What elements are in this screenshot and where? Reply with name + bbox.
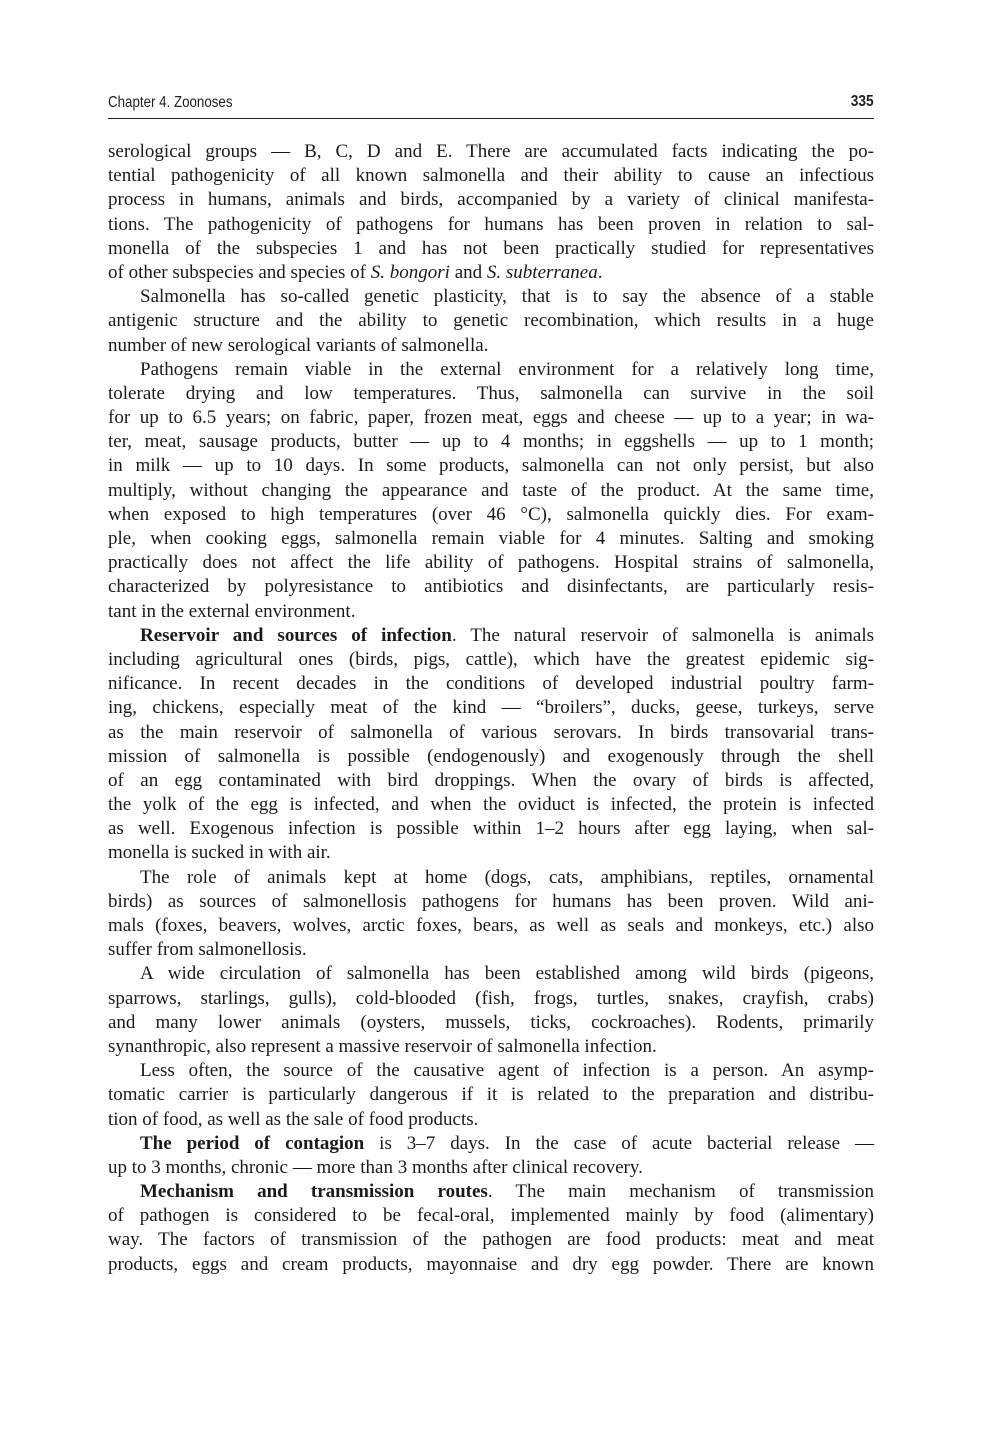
text-line: synanthropic, also represent a massive reservoir of salmonella infection.: [108, 1035, 657, 1057]
section-heading-contagion: The period of contagion: [140, 1132, 365, 1154]
text-line: The role of animals kept at home (dogs, cats, amphibians, reptiles, ornamental: [140, 866, 874, 888]
text-line: for up to 6.5 years; on fabric, paper, frozen meat, eggs and cheese — up to a year; in wa-: [108, 407, 874, 429]
paragraph-transmission: [108, 1180, 874, 1277]
text-line: practically does not affect the life ability of pathogens. Hospital strains of salmonella,: [108, 552, 874, 574]
text-line: ing, chickens, especially meat of the kind — “broilers”, ducks, geese, turkeys, serve: [108, 697, 874, 719]
body-text: [108, 140, 874, 1277]
text-line: of other subspecies and species of S. bongori and S. subterranea.: [108, 261, 603, 283]
text-line: antigenic structure and the ability to genetic recombination, which results in a huge: [108, 310, 874, 332]
paragraph-viability: [108, 358, 874, 624]
text-line: multiply, without changing the appearance and taste of the product. At the same time,: [108, 479, 874, 501]
species-name: S. subterranea: [486, 261, 598, 283]
text-line: Pathogens remain viable in the external environment for a relatively long time,: [140, 358, 874, 380]
text-line: the yolk of the egg is infected, and when the oviduct is infected, the protein is infected: [108, 794, 874, 816]
page-number: 335: [851, 93, 874, 110]
text-line: of an egg contaminated with bird droppings. When the ovary of birds is affected,: [108, 769, 874, 791]
section-heading-transmission: Mechanism and transmission routes: [140, 1181, 488, 1203]
text-line: mals (foxes, beavers, wolves, arctic foxes, bears, as well as seals and monkeys, etc.) also: [108, 915, 874, 936]
text-line: sparrows, starlings, gulls), cold-blooded (fish, frogs, turtles, snakes, crayfish, crabs): [108, 987, 874, 1009]
text-line: process in humans, animals and birds, accompanied by a variety of clinical manifesta-: [108, 189, 874, 211]
text-line: in milk — up to 10 days. In some products, salmonella can not only persist, but also: [108, 455, 874, 477]
text-line: tions. The pathogenicity of pathogens for humans has been proven in relation to sal-: [108, 213, 874, 235]
running-head: Chapter 4. Zoonoses: [108, 94, 233, 111]
text-line: birds) as sources of salmonellosis pathogens for humans has been proven. Wild ani-: [108, 890, 874, 912]
text-line: Reservoir and sources of infection. The natural reservoir of salmonella is animals: [140, 624, 874, 646]
text-line: including agricultural ones (birds, pigs, cattle), which have the greatest epidemic sig-: [108, 648, 874, 670]
section-heading-reservoir: Reservoir and sources of infection: [140, 624, 452, 646]
species-name: S. bongori: [370, 261, 450, 283]
text-line: characterized by polyresistance to antibiotics and disinfectants, are particularly resis-: [108, 576, 874, 598]
text-line: as the main reservoir of salmonella of various serovars. In birds transovarial trans-: [108, 721, 874, 743]
text-line: products, eggs and cream products, mayonnaise and dry egg powder. There are known: [108, 1253, 874, 1275]
paragraph-wild-birds: [108, 962, 874, 1059]
text-line: tolerate drying and low temperatures. Thus, salmonella can survive in the soil: [108, 382, 874, 404]
text-line: suffer from salmonellosis.: [108, 939, 307, 961]
text-line: serological groups — B, C, D and E. There are accumulated facts indicating the po-: [108, 141, 874, 162]
text-line: Mechanism and transmission routes. The main mechanism of transmission: [140, 1181, 874, 1203]
text-line: Salmonella has so-called genetic plasticity, that is to say the absence of a stable: [140, 286, 874, 308]
text-line: monella of the subspecies 1 and has not been practically studied for representatives: [108, 237, 874, 259]
paragraph-serological-groups: [108, 140, 874, 285]
page-header: [108, 92, 874, 119]
text-line: tential pathogenicity of all known salmonella and their ability to cause an infectious: [108, 165, 874, 187]
text-line: tomatic carrier is particularly dangerous if it is related to the preparation and distribu-: [108, 1084, 874, 1106]
text-line: up to 3 months, chronic — more than 3 months after clinical recovery.: [108, 1156, 643, 1178]
text-line: mission of salmonella is possible (endogenously) and exogenously through the shell: [108, 745, 874, 767]
paragraph-domestic-animals: [108, 866, 874, 963]
text-line: of pathogen is considered to be fecal-oral, implemented mainly by food (alimentary): [108, 1205, 874, 1227]
paragraph-contagion-period: [108, 1132, 874, 1180]
text-line: number of new serological variants of salmonella.: [108, 334, 489, 356]
paragraph-human-source: [108, 1059, 874, 1132]
text-line: when exposed to high temperatures (over 46 °C), salmonella quickly dies. For exam-: [108, 503, 874, 525]
text-line: tant in the external environment.: [108, 600, 356, 622]
text-line: nificance. In recent decades in the conditions of developed industrial poultry farm-: [108, 673, 874, 695]
text-line: A wide circulation of salmonella has been established among wild birds (pigeons,: [140, 963, 874, 985]
text-line: as well. Exogenous infection is possible within 1–2 hours after egg laying, when sal-: [108, 818, 874, 840]
text-line: Less often, the source of the causative agent of infection is a person. An asymp-: [140, 1060, 874, 1082]
text-line: way. The factors of transmission of the pathogen are food products: meat and meat: [108, 1229, 874, 1251]
text-line: ple, when cooking eggs, salmonella remain viable for 4 minutes. Salting and smoking: [108, 528, 874, 549]
text-line: monella is sucked in with air.: [108, 842, 331, 864]
paragraph-genetic-plasticity: [108, 285, 874, 358]
text-line: ter, meat, sausage products, butter — up to 4 months; in eggshells — up to 1 month;: [108, 431, 874, 453]
text-line: The period of contagion is 3–7 days. In the case of acute bacterial release —: [140, 1132, 874, 1154]
paragraph-reservoir: [108, 624, 874, 866]
text-line: and many lower animals (oysters, mussels, ticks, cockroaches). Rodents, primarily: [108, 1011, 874, 1033]
text-line: tion of food, as well as the sale of food products.: [108, 1108, 479, 1130]
